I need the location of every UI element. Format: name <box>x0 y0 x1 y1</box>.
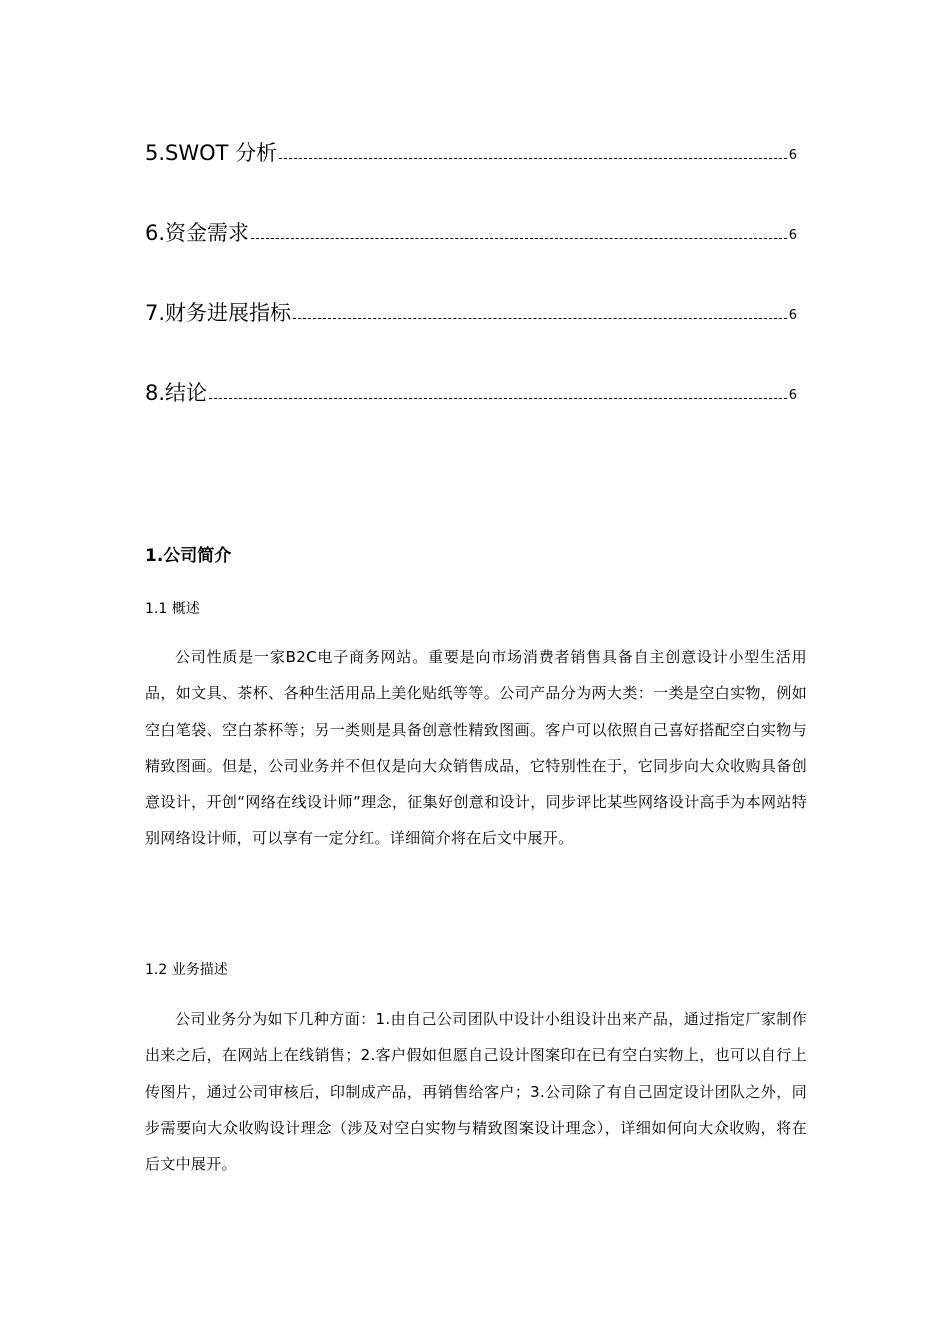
toc-page-number: 6 <box>788 148 797 163</box>
toc-entry-conclusion[interactable] <box>145 376 797 406</box>
toc-entry-title: 6.资金需求 <box>145 221 250 245</box>
toc-dotted-leader <box>293 318 787 319</box>
toc-page-number: 6 <box>788 228 797 243</box>
toc-page-number: 6 <box>788 308 797 323</box>
toc-page-number: 6 <box>788 388 797 403</box>
toc-dotted-leader <box>251 238 787 239</box>
section-heading-company-profile: 1.公司简介 <box>145 546 232 566</box>
toc-entry-title: 7.财务进展指标 <box>145 301 292 325</box>
toc-entry-funding[interactable] <box>145 216 797 246</box>
toc-dotted-leader <box>279 158 787 159</box>
toc-dotted-leader <box>209 398 787 399</box>
subsection-heading-overview: 1.1 概述 <box>145 601 200 617</box>
overview-paragraph: 公司性质是一家B2C电子商务网站。重要是向市场消费者销售具备自主创意设计小型生活用品，如文具、茶杯、各种生活用品上美化贴纸等等。公司产品分为两大类：一类是空白实物，例如空白笔袋、空白茶杯等；另一类则是具备创意性精致图画。客户可以依照自己喜好搭配空白实物与精致图画。但是，公司业务并不但仅是向大众销售成品，它特别性在于，它同步向大众收购具备创意设计，开创“网络在线设计师”理念，征集好创意和设计，同步评比某些网络设计高手为本网站特别网络设计师，可以享有一定分红。详细简介将在后文中展开。 <box>145 648 807 848</box>
toc-entry-title: 5.SWOT 分析 <box>145 141 278 165</box>
business-description-paragraph: 公司业务分为如下几种方面：1.由自己公司团队中设计小组设计出来产品，通过指定厂家制作出来之后，在网站上在线销售；2.客户假如但愿自己设计图案印在已有空白实物上，也可以自行上传图片，通过公司审核后，印制成产品，再销售给客户；3.公司除了有自己固定设计团队之外，同步需要向大众收购设计理念（涉及对空白实物与精致图案设计理念），详细如何向大众收购，将在后文中展开。 <box>145 1010 807 1174</box>
toc-entry-title: 8.结论 <box>145 381 208 405</box>
toc-entry-swot[interactable] <box>145 136 797 166</box>
subsection-heading-business-description: 1.2 业务描述 <box>145 962 228 978</box>
toc-entry-financial-indicators[interactable] <box>145 296 797 326</box>
